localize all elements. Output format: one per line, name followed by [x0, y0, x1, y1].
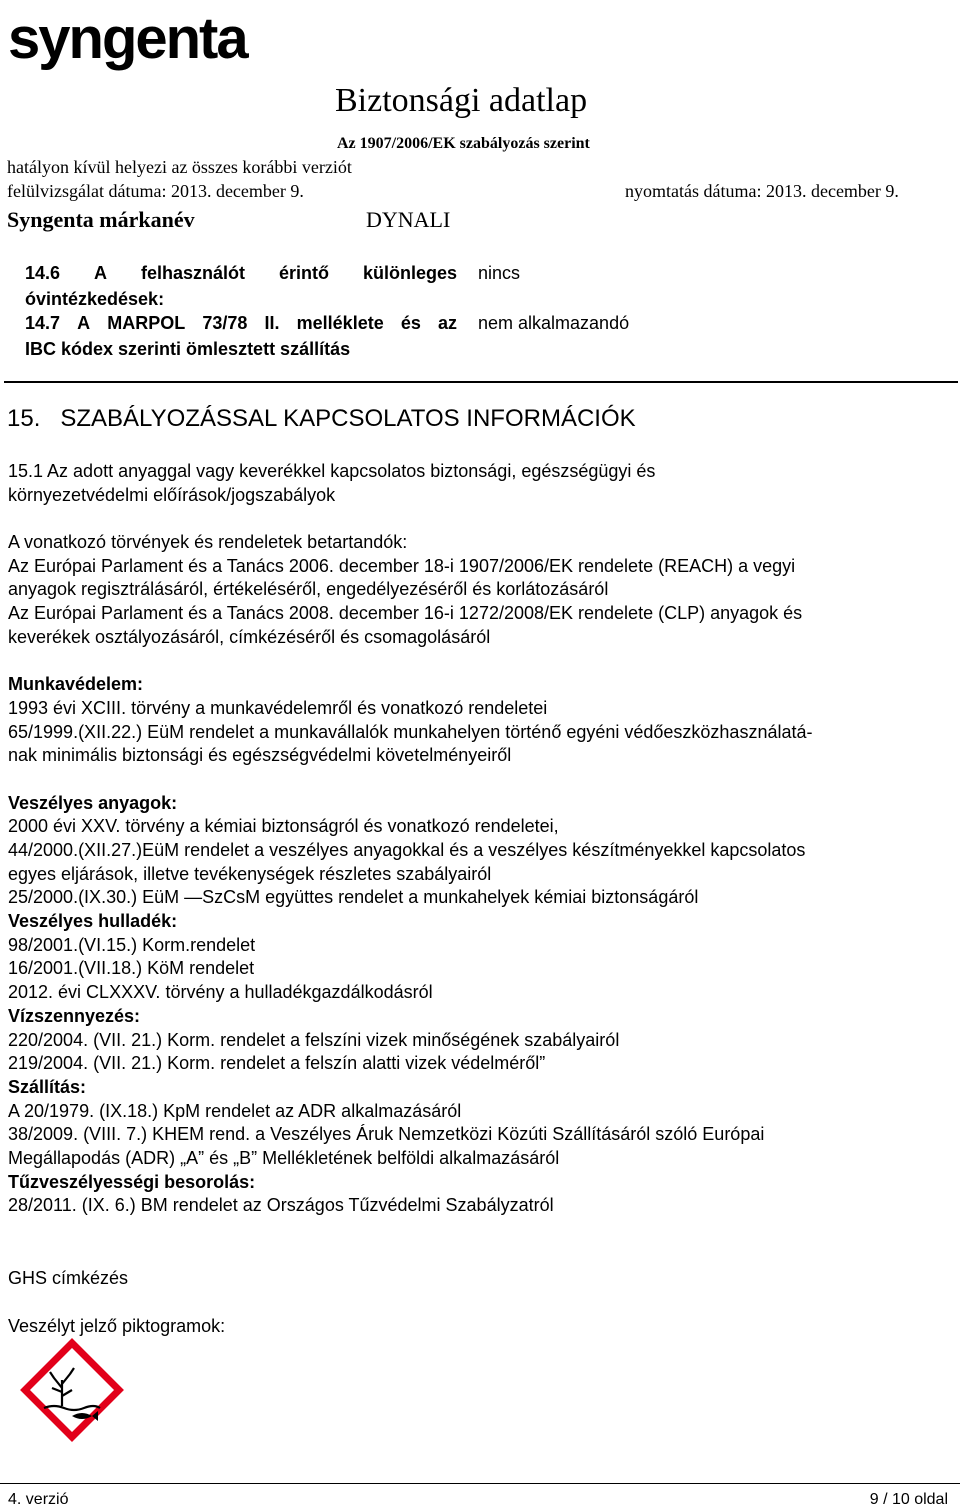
label-word: 14.6	[25, 263, 61, 283]
text-line: 38/2009. (VIII. 7.) KHEM rend. a Veszélyes Áruk Nemzetközi Közúti Szállításáról szóló Európai	[8, 1124, 765, 1145]
blank-line	[8, 650, 938, 674]
text-line: A vonatkozó törvények és rendeletek betartandók:	[8, 532, 408, 553]
row-14-6-value: nincs	[478, 263, 521, 283]
label-word: II.	[264, 313, 280, 333]
subsection-heading: Tűzveszélyességi besorolás:	[8, 1171, 256, 1192]
text-line: Az Európai Parlament és a Tanács 2006. december 18-i 1907/2006/EK rendelete (REACH) a vegyi	[8, 555, 796, 576]
text-line: 98/2001.(VI.15.) Korm.rendelet	[8, 934, 256, 955]
text-line: 16/2001.(VII.18.) KöM rendelet	[8, 958, 255, 979]
label-word: különleges	[362, 263, 457, 283]
text-line: 15.1 Az adott anyaggal vagy keverékkel kapcsolatos biztonsági, egészségügyi és	[8, 461, 656, 481]
print-date: nyomtatás dátuma: 2013. december 9.	[625, 181, 899, 201]
text-line: nak minimális biztonsági és egészségvédelmi követelményeiről	[8, 745, 512, 766]
text-line: 1993 évi XCIII. törvény a munkavédelemről és vonatkozó rendeletei	[8, 697, 548, 718]
brand-value: DYNALI	[366, 207, 451, 232]
text-line: 2012. évi CLXXXV. törvény a hulladékgazdálkodásról	[8, 982, 433, 1003]
label-word: az	[437, 313, 457, 333]
text-line: 25/2000.(IX.30.) EüM —SzCsM együttes rendelet a munkahelyek kémiai biztonságáról	[8, 887, 699, 908]
pictogram-label: Veszélyt jelző piktogramok:	[8, 1316, 226, 1336]
brand-label: Syngenta márkanév	[7, 207, 195, 232]
text-line: 220/2004. (VII. 21.) Korm. rendelet a felszíni vizek minőségének szabályairól	[8, 1029, 620, 1050]
row-14-6-label-line1	[25, 260, 457, 286]
label-word: melléklete	[296, 313, 384, 333]
subsection-heading: Veszélyes anyagok:	[8, 792, 178, 813]
row-14-7-value: nem alkalmazandó	[478, 313, 630, 333]
document-title: Biztonsági adatlap	[335, 82, 588, 119]
blank-line	[8, 768, 938, 792]
subsection-heading: Vízszennyezés:	[8, 1005, 141, 1026]
section-divider	[4, 381, 958, 383]
footer-page-number: 9 / 10 oldal	[869, 1491, 948, 1508]
label-word: 14.7	[25, 313, 61, 333]
review-date: felülvizsgálat dátuma: 2013. december 9.	[7, 181, 304, 201]
label-word: és	[400, 313, 421, 333]
label-word: 73/78	[202, 313, 248, 333]
label-word: érintő	[278, 263, 329, 283]
label-word: A	[77, 313, 91, 333]
logo-text: syngenta	[8, 6, 247, 71]
text-line: Megállapodás (ADR) „A” és „B” Mellékletének belföldi alkalmazásáról	[8, 1147, 560, 1168]
row-14-6-label-line2: óvintézkedések:	[25, 289, 165, 309]
label-word: A	[94, 263, 108, 283]
section-15-title: 15. SZABÁLYOZÁSSAL KAPCSOLATOS INFORMÁCIÓK	[7, 405, 636, 432]
text-line: A 20/1979. (IX.18.) KpM rendelet az ADR alkalmazásáról	[8, 1100, 462, 1121]
text-line: 2000 évi XXV. törvény a kémiai biztonságról és vonatkozó rendeletei,	[8, 816, 559, 837]
subsection-heading: Szállítás:	[8, 1076, 87, 1097]
label-word: MARPOL	[107, 313, 186, 333]
section-15-body	[8, 460, 938, 1218]
text-line: egyes eljárások, illetve tevékenységek részletes szabályairól	[8, 863, 492, 884]
text-line: Az Európai Parlament és a Tanács 2008. december 16-i 1272/2008/EK rendelete (CLP) anyagok és	[8, 603, 803, 624]
text-line: anyagok regisztrálásáról, értékeléséről, engedélyezéséről és korlátozásáról	[8, 579, 609, 600]
text-line: 44/2000.(XII.27.)EüM rendelet a veszélyes anyagokkal és a veszélyes készítményekkel kapcsolatos	[8, 840, 806, 860]
text-line: 28/2011. (IX. 6.) BM rendelet az Országos Tűzvédelmi Szabályzatról	[8, 1195, 554, 1216]
supersede-note: hatályon kívül helyezi az összes korábbi verziót	[7, 157, 352, 177]
subsection-heading: Munkavédelem:	[8, 674, 144, 695]
text-line: 219/2004. (VII. 21.) Korm. rendelet a felszín alatti vizek védelméről”	[8, 1053, 546, 1074]
row-14-7-label-line1	[25, 310, 457, 336]
syngenta-logo	[6, 0, 247, 71]
ghs-label: GHS címkézés	[8, 1268, 129, 1288]
subsection-heading: Veszélyes hulladék:	[8, 911, 178, 932]
text-line: környezetvédelmi előírások/jogszabályok	[8, 484, 336, 505]
footer-divider	[0, 1483, 960, 1484]
row-14-7-label-line2: IBC kódex szerinti ömlesztett szállítás	[25, 339, 351, 359]
footer-version: 4. verzió	[8, 1491, 69, 1508]
environment-hazard-icon	[22, 1340, 122, 1440]
text-line: 65/1999.(XII.22.) EüM rendelet a munkavállalók munkahelyen történő egyéni védőeszközhasználatá-	[8, 721, 813, 742]
text-line: keverékek osztályozásáról, címkézéséről és csomagolásáról	[8, 626, 491, 647]
document-subtitle: Az 1907/2006/EK szabályozás szerint	[337, 135, 590, 152]
blank-line	[8, 507, 938, 531]
label-word: felhasználót	[140, 263, 246, 283]
